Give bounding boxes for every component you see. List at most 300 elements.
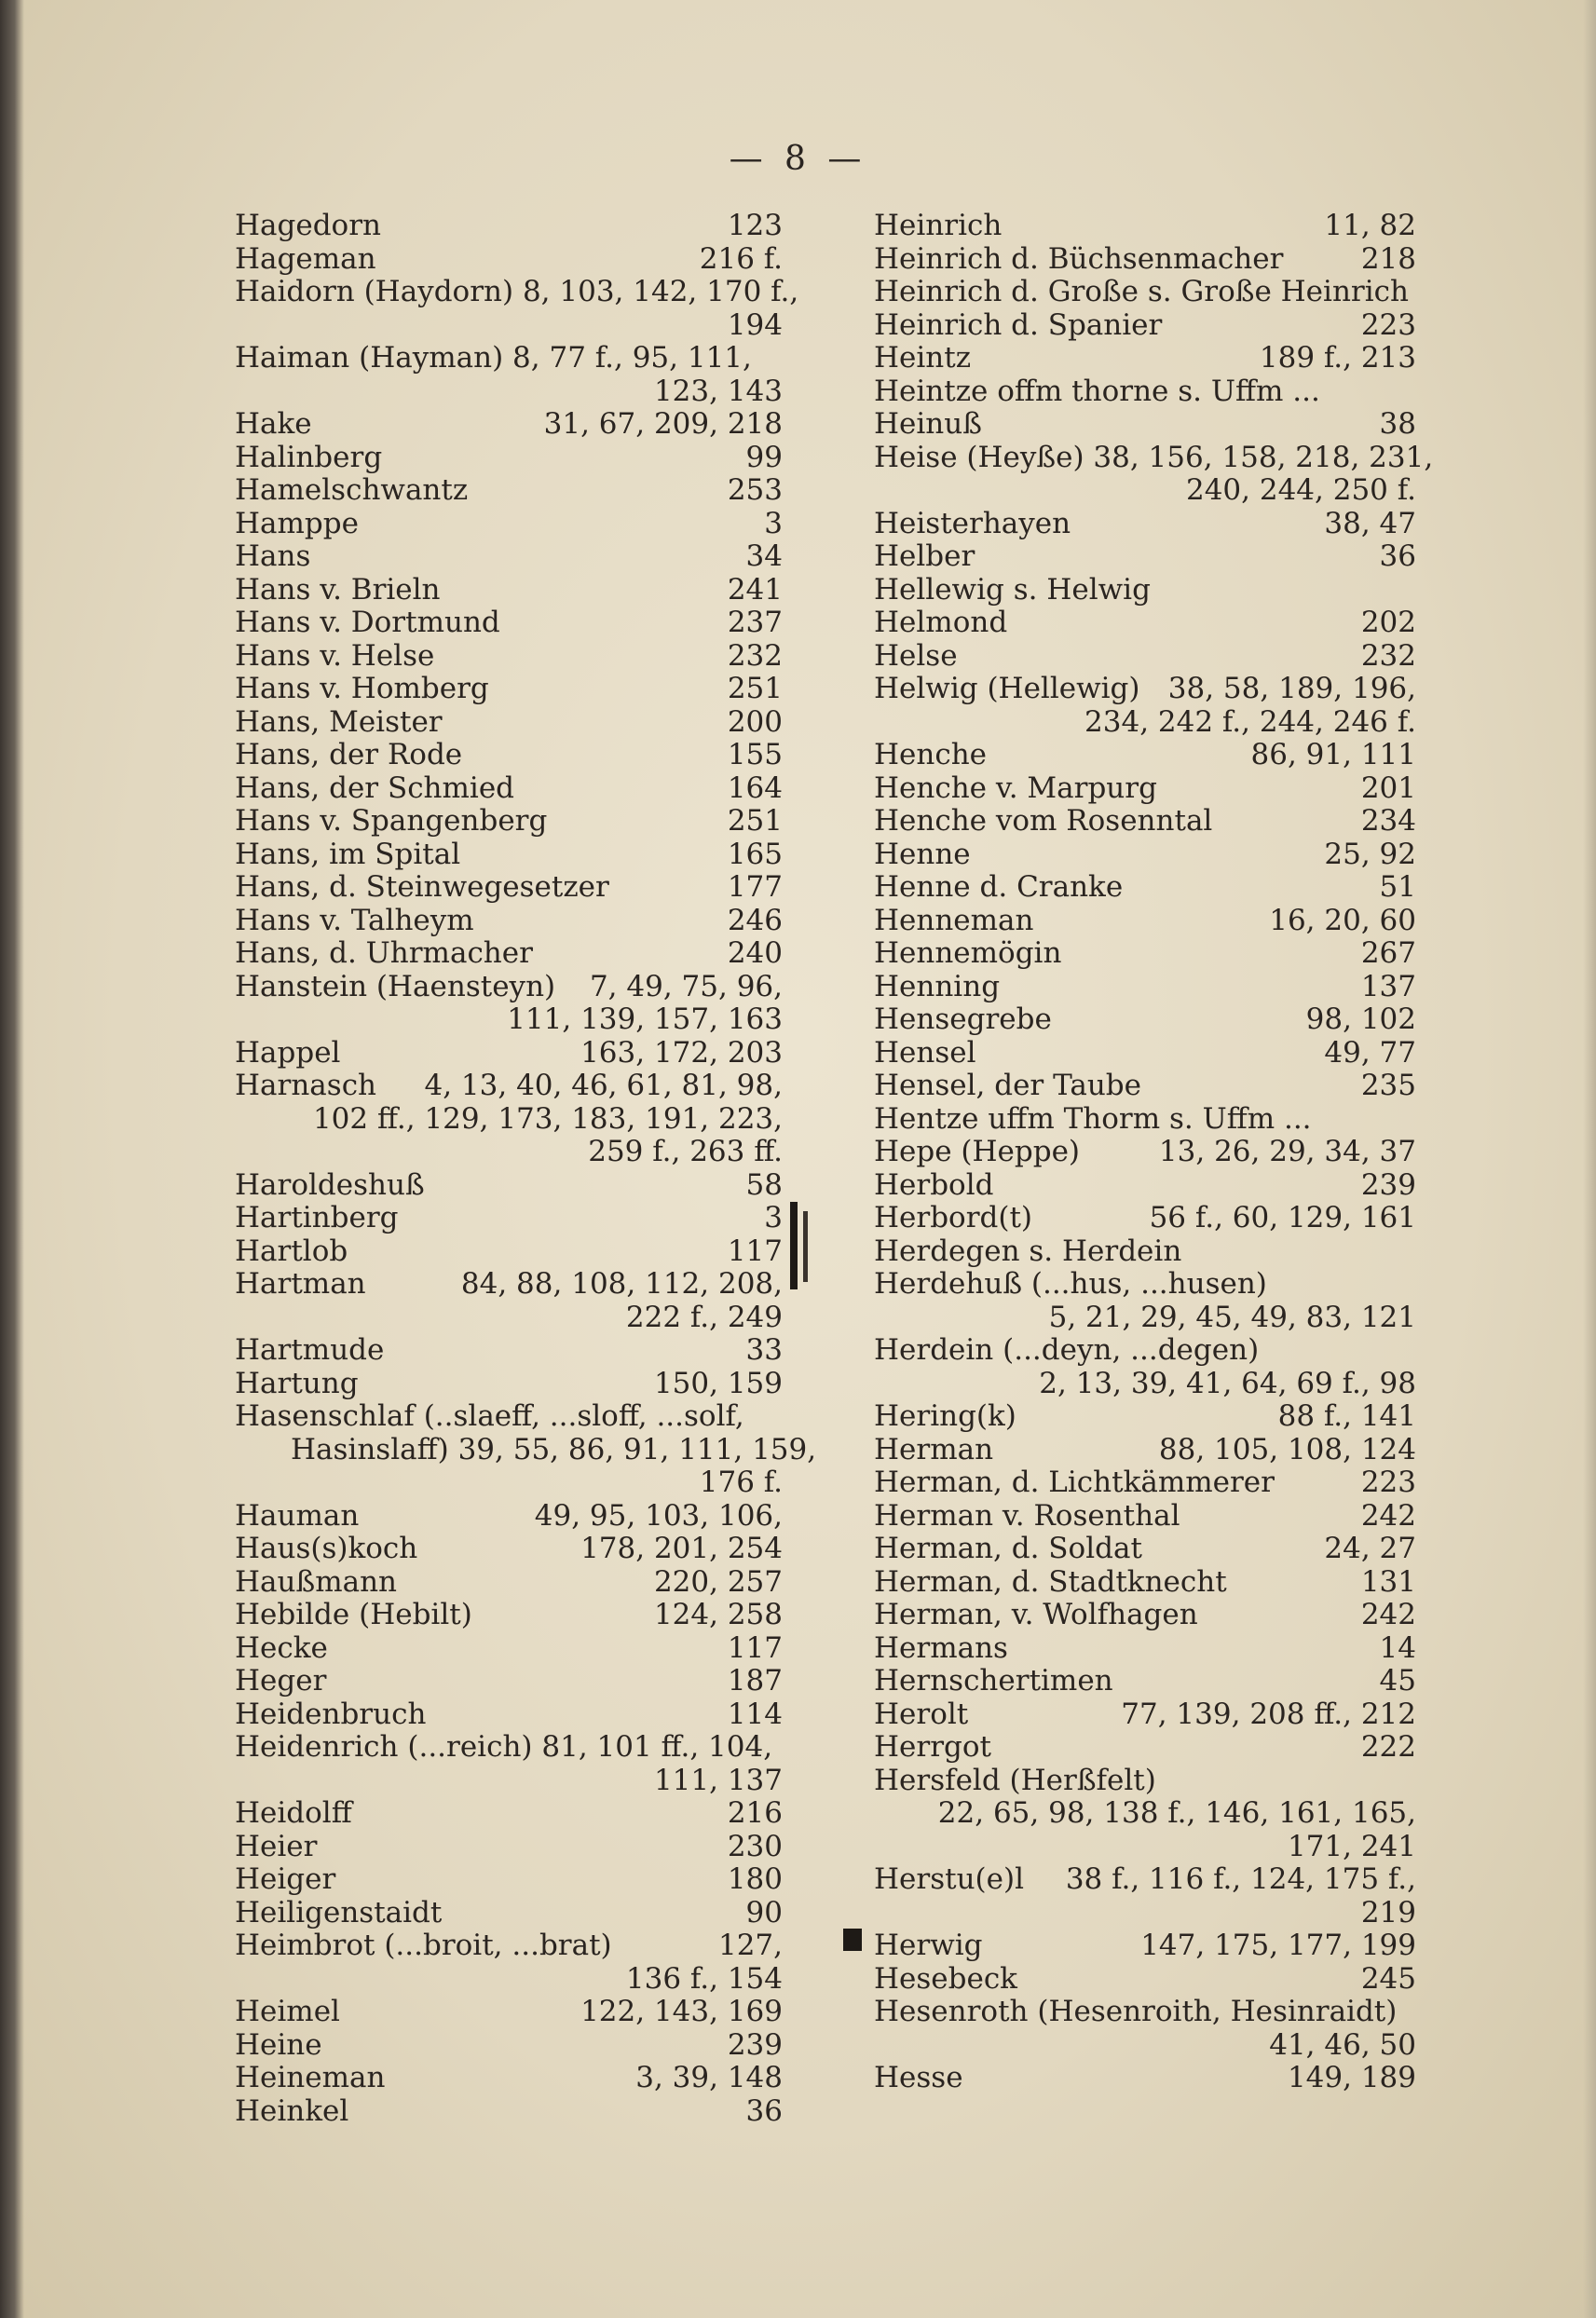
index-entry: [235, 275, 799, 342]
entry-pages: 200: [727, 704, 783, 739]
entry-term: Heger: [235, 1664, 327, 1698]
entry-pages: 202: [1360, 606, 1416, 639]
index-entry: [235, 243, 783, 277]
entry-term: Henne: [874, 837, 971, 871]
entry-term: Heier: [235, 1829, 318, 1863]
entry-term: Herman, d. Soldat: [874, 1532, 1142, 1565]
entry-pages: 251: [727, 672, 783, 705]
entry-term: Hartmude: [235, 1333, 385, 1367]
entry-pages: 117: [727, 1630, 783, 1665]
index-entry: [235, 871, 783, 905]
index-entry: [235, 1831, 783, 1864]
entry-term: Heiligenstaidt: [235, 1895, 443, 1929]
index-entry: [235, 971, 783, 1037]
entry-pages: 147, 175, 177, 199: [1140, 1929, 1416, 1962]
index-entry: [874, 805, 1416, 839]
entry-continuation: 222 f., 249: [625, 1300, 783, 1334]
entry-term: Herdehuß (...hus, ...husen): [874, 1267, 1267, 1301]
entry-term: Hans, der Schmied: [235, 770, 515, 805]
index-entry: [874, 1003, 1416, 1037]
entry-pages: 88 f., 141: [1277, 1399, 1416, 1433]
entry-pages: 49, 95, 103, 106,: [534, 1498, 783, 1533]
entry-term: Henche v. Marpurg: [874, 770, 1157, 805]
entry-term: Herdegen s. Herdein: [874, 1234, 1182, 1268]
index-entry: [874, 1533, 1416, 1566]
entry-term: Herman, d. Lichtkämmerer: [874, 1466, 1275, 1499]
entry-term: Herwig: [874, 1929, 983, 1962]
entry-pages: 14: [1379, 1630, 1416, 1665]
index-entry: [235, 540, 783, 574]
index-entry: [235, 1929, 783, 1996]
entry-term: Hebilde (Hebilt): [235, 1598, 472, 1631]
index-entry: [235, 1368, 783, 1401]
index-entry: [235, 442, 783, 475]
index-entry: [874, 1400, 1416, 1434]
entry-term: Heine: [235, 2027, 322, 2062]
entry-term: Heinrich: [874, 209, 1003, 242]
index-entry: [874, 375, 1416, 409]
entry-term: Hans v. Talheym: [235, 903, 474, 937]
entry-pages: 122, 143, 169: [580, 1995, 783, 2028]
entry-pages: 216 f.: [699, 241, 783, 276]
entry-term: Henne d. Cranke: [874, 870, 1124, 904]
index-entry: [235, 1566, 783, 1600]
entry-pages: 34: [745, 539, 783, 573]
entry-pages: 137: [1360, 969, 1416, 1003]
index-entry: [235, 1500, 783, 1534]
index-entry: [235, 1235, 783, 1269]
entry-term: Herdein (...deyn, ...degen): [874, 1333, 1260, 1367]
page-edge: [1583, 0, 1596, 2318]
entry-term: Hans, der Rode: [235, 738, 463, 771]
entry-pages: 98, 102: [1305, 1002, 1416, 1036]
index-entry: [874, 772, 1416, 806]
entry-term: Hartman: [235, 1267, 366, 1301]
index-entry: [235, 607, 783, 640]
entry-term: Heinrich d. Spanier: [874, 307, 1163, 342]
entry-pages: 31, 67, 209, 218: [543, 407, 783, 441]
entry-pages: 251: [727, 804, 783, 838]
index-entry: [874, 1665, 1416, 1698]
entry-term: Heintze offm thorne s. Uffm ...: [874, 374, 1320, 408]
index-entry: [874, 2062, 1416, 2095]
entry-term: Helber: [874, 539, 975, 573]
entry-pages: 11, 82: [1324, 209, 1416, 242]
index-entry: [874, 1070, 1416, 1103]
index-entry: [235, 739, 783, 772]
index-entry: [874, 1434, 1416, 1467]
entry-term: Haiman (Hayman) 8, 77 f., 95, 111,: [235, 341, 752, 375]
entry-term: Henche: [874, 738, 988, 771]
entry-term: Herbord(t): [874, 1201, 1033, 1234]
entry-term: Henning: [874, 969, 1001, 1003]
entry-term: Hamppe: [235, 506, 359, 540]
entry-continuation: 171, 241: [1287, 1829, 1416, 1863]
index-entry: [874, 937, 1416, 971]
index-entry: [235, 1070, 783, 1169]
entry-term: Herstu(e)l: [874, 1862, 1024, 1896]
entry-pages: 223: [1360, 307, 1416, 342]
entry-term: Hensel: [874, 1035, 976, 1070]
entry-term: Hamelschwantz: [235, 473, 469, 507]
index-entry: [874, 342, 1416, 375]
entry-pages: 178, 201, 254: [580, 1532, 783, 1565]
entry-continuation: 194: [727, 307, 783, 342]
entry-pages: 245: [1360, 1961, 1416, 1996]
entry-pages: 218: [1360, 241, 1416, 276]
index-entry: [235, 1897, 783, 1930]
entry-pages: 3: [764, 506, 783, 540]
entry-continuation: 123, 143: [653, 374, 783, 408]
entry-continuation: 176 f.: [699, 1466, 783, 1499]
entry-pages: 77, 139, 208 ff., 212: [1121, 1697, 1416, 1731]
entry-pages: 253: [727, 473, 783, 507]
entry-term: Haus(s)koch: [235, 1532, 418, 1565]
index-entry: [874, 1037, 1416, 1070]
entry-continuation: Hasinslaff) 39, 55, 86, 91, 111, 159,: [291, 1432, 817, 1466]
entry-term: Hans, d. Steinwegesetzer: [235, 870, 609, 904]
entry-pages: 99: [745, 440, 783, 474]
index-entry: [874, 276, 1416, 309]
entry-pages: 33: [745, 1333, 783, 1367]
entry-term: Henche vom Rosenntal: [874, 804, 1213, 838]
entry-term: Heinrich d. Große s. Große Heinrich: [874, 275, 1409, 308]
entry-pages: 201: [1360, 770, 1416, 805]
entry-continuation: 22, 65, 98, 138 f., 146, 161, 165,: [937, 1796, 1416, 1830]
entry-continuation: 259 f., 263 ff.: [588, 1135, 783, 1168]
entry-pages: 242: [1360, 1598, 1416, 1631]
entry-term: Hans: [235, 539, 311, 573]
index-entry: [874, 1765, 1416, 1864]
entry-pages: 219: [1360, 1895, 1416, 1929]
entry-pages: 58: [745, 1167, 783, 1202]
entry-term: Hans v. Brieln: [235, 572, 441, 607]
entry-pages: 267: [1360, 936, 1416, 970]
index-entry: [235, 839, 783, 872]
entry-term: Hersfeld (Herßfelt): [874, 1763, 1156, 1797]
entry-term: Hans v. Dortmund: [235, 606, 500, 639]
index-entry: [874, 408, 1416, 442]
entry-pages: 232: [1360, 638, 1416, 673]
entry-pages: 38, 47: [1324, 506, 1416, 540]
entry-term: Heinrich d. Büchsenmacher: [874, 241, 1284, 276]
index-entry: [874, 1235, 1416, 1269]
index-entry: [235, 408, 783, 442]
entry-term: Hentze uffm Thorm s. Uffm ...: [874, 1101, 1312, 1136]
entry-pages: 124, 258: [653, 1598, 783, 1631]
ink-mark: [790, 1202, 798, 1289]
entry-continuation: 41, 46, 50: [1269, 2027, 1416, 2062]
entry-term: Hauman: [235, 1498, 360, 1533]
index-entry: [874, 1136, 1416, 1169]
entry-term: Hartung: [235, 1366, 359, 1400]
entry-term: Happel: [235, 1035, 341, 1070]
entry-term: Herolt: [874, 1697, 969, 1731]
entry-term: Heise (Heyße) 38, 156, 158, 218, 231,: [874, 440, 1434, 474]
index-entry: [235, 640, 783, 674]
entry-pages: 240: [727, 936, 783, 970]
entry-term: Herrgot: [874, 1730, 991, 1764]
entry-pages: 38 f., 116 f., 124, 175 f.,: [1065, 1862, 1416, 1896]
entry-term: Hans v. Homberg: [235, 672, 489, 705]
entry-pages: 177: [727, 870, 783, 904]
entry-term: Hans, im Spital: [235, 837, 461, 871]
index-entry: [235, 342, 783, 408]
entry-term: Henneman: [874, 903, 1034, 937]
entry-term: Helwig (Hellewig): [874, 672, 1140, 705]
entry-term: Hans v. Spangenberg: [235, 804, 548, 838]
entry-term: Hageman: [235, 241, 376, 276]
index-entry: [235, 706, 783, 740]
entry-pages: 16, 20, 60: [1269, 903, 1416, 937]
index-entry: [874, 739, 1416, 772]
index-column-left: [235, 209, 817, 2128]
entry-term: Heinuß: [874, 407, 982, 441]
entry-pages: 38, 58, 189, 196,: [1167, 672, 1416, 705]
entry-pages: 189 f., 213: [1259, 341, 1416, 375]
index-entry: [874, 1103, 1416, 1137]
entry-pages: 237: [727, 606, 783, 639]
entry-pages: 24, 27: [1324, 1532, 1416, 1565]
entry-term: Heinkel: [235, 2093, 349, 2128]
entry-pages: 88, 105, 108, 124: [1158, 1432, 1416, 1466]
entry-term: Hesenroth (Hesenroith, Hesinraidt): [874, 1995, 1398, 2028]
page-number: — 8 —: [729, 140, 867, 178]
entry-term: Hering(k): [874, 1399, 1016, 1433]
entry-pages: 36: [1379, 539, 1416, 573]
entry-pages: 84, 88, 108, 112, 208,: [460, 1267, 783, 1301]
entry-term: Heintz: [874, 341, 972, 375]
entry-term: Heidolff: [235, 1796, 352, 1830]
index-entry: [235, 1665, 783, 1698]
entry-pages: 223: [1360, 1466, 1416, 1499]
entry-pages: 7, 49, 75, 96,: [589, 969, 783, 1003]
index-entry: [874, 1632, 1416, 1666]
entry-pages: 187: [727, 1664, 783, 1698]
entry-pages: 90: [745, 1895, 783, 1929]
entry-pages: 123: [727, 209, 783, 242]
entry-pages: 234: [1360, 804, 1416, 838]
index-entry: [874, 839, 1416, 872]
index-entry: [235, 508, 783, 541]
entry-term: Hesebeck: [874, 1961, 1017, 1996]
index-entry: [874, 1599, 1416, 1632]
entry-term: Hernschertimen: [874, 1664, 1113, 1698]
index-entry: [235, 1698, 783, 1732]
index-entry: [874, 1566, 1416, 1600]
index-entry: [235, 210, 783, 243]
index-entry: [874, 1897, 1416, 1930]
entry-pages: 242: [1360, 1498, 1416, 1533]
entry-pages: 246: [727, 903, 783, 937]
index-entry: [235, 1399, 817, 1500]
entry-pages: 239: [1360, 1167, 1416, 1202]
entry-pages: 127,: [717, 1929, 783, 1962]
entry-pages: 56 f., 60, 129, 161: [1149, 1201, 1416, 1234]
index-entry: [874, 1863, 1416, 1897]
binding-edge: [0, 0, 24, 2318]
entry-term: Helmond: [874, 606, 1008, 639]
index-entry: [874, 1169, 1416, 1203]
index-entry: [874, 210, 1416, 243]
entry-continuation: 234, 242 f., 244, 246 f.: [1084, 704, 1416, 739]
index-entry: [874, 607, 1416, 640]
entry-pages: 232: [727, 638, 783, 673]
index-entry: [874, 243, 1416, 277]
entry-continuation: 136 f., 154: [625, 1961, 783, 1996]
entry-pages: 230: [727, 1829, 783, 1863]
entry-pages: 155: [727, 738, 783, 771]
entry-term: Haroldeshuß: [235, 1167, 425, 1202]
index-entry: [235, 905, 783, 938]
entry-pages: 163, 172, 203: [580, 1035, 783, 1070]
entry-pages: 150, 159: [653, 1366, 783, 1400]
index-entry: [874, 1698, 1416, 1732]
entry-pages: 117: [727, 1234, 783, 1268]
index-entry: [874, 1996, 1416, 2062]
index-entry: [874, 1929, 1416, 1963]
entry-term: Hermans: [874, 1630, 1008, 1665]
entry-continuation: 111, 137: [653, 1763, 783, 1797]
entry-term: Hasenschlaf (..slaeff, ...sloff, ...solf,: [235, 1399, 744, 1433]
index-entry: [874, 508, 1416, 541]
entry-pages: 131: [1360, 1564, 1416, 1599]
entry-term: Hake: [235, 407, 312, 441]
index-entry: [235, 2095, 783, 2129]
index-entry: [874, 871, 1416, 905]
index-entry: [874, 1268, 1416, 1334]
index-entry: [235, 1599, 783, 1632]
entry-term: Haußmann: [235, 1564, 397, 1599]
entry-term: Herbold: [874, 1167, 994, 1202]
index-entry: [235, 772, 783, 806]
index-entry: [874, 309, 1416, 343]
index-entry: [874, 1466, 1416, 1500]
entry-pages: 165: [727, 837, 783, 871]
entry-pages: 216: [727, 1796, 783, 1830]
entry-term: Hensel, der Taube: [874, 1069, 1141, 1102]
index-entry: [874, 1334, 1416, 1400]
index-entry: [235, 1268, 783, 1334]
entry-pages: 3: [764, 1201, 783, 1234]
entry-pages: 164: [727, 770, 783, 805]
entry-term: Heisterhayen: [874, 506, 1071, 540]
entry-pages: 25, 92: [1324, 837, 1416, 871]
entry-term: Hellewig s. Helwig: [874, 572, 1151, 607]
entry-pages: 114: [727, 1697, 783, 1731]
entry-term: Heineman: [235, 2061, 386, 2094]
index-entry: [874, 1500, 1416, 1534]
entry-term: Heimel: [235, 1995, 340, 2028]
index-entry: [874, 640, 1416, 674]
index-entry: [235, 1996, 783, 2029]
entry-term: Hanstein (Haensteyn): [235, 969, 556, 1003]
index-entry: [874, 905, 1416, 938]
entry-term: Hepe (Heppe): [874, 1135, 1081, 1168]
ink-mark: [803, 1211, 808, 1282]
entry-pages: 38: [1379, 407, 1416, 441]
entry-term: Herman: [874, 1432, 994, 1466]
entry-pages: 241: [727, 572, 783, 607]
entry-term: Hensegrebe: [874, 1002, 1052, 1036]
entry-pages: 235: [1360, 1069, 1416, 1102]
index-entry: [235, 2029, 783, 2063]
index-entry: [235, 1334, 783, 1368]
index-entry: [235, 2062, 783, 2095]
entry-pages: 3, 39, 148: [635, 2061, 783, 2094]
index-entry: [235, 805, 783, 839]
entry-term: Herman v. Rosenthal: [874, 1498, 1180, 1533]
index-entry: [235, 673, 783, 706]
entry-term: Herman, d. Stadtknecht: [874, 1564, 1227, 1599]
entry-continuation: 240, 244, 250 f.: [1185, 473, 1416, 507]
index-entry: [235, 937, 783, 971]
entry-term: Halinberg: [235, 440, 383, 474]
index-entry: [874, 1963, 1416, 1997]
entry-pages: 51: [1379, 870, 1416, 904]
entry-continuation: 102 ff., 129, 173, 183, 191, 223,: [312, 1101, 783, 1136]
entry-continuation: 111, 139, 157, 163: [507, 1002, 783, 1036]
index-entry: [235, 1202, 783, 1235]
entry-continuation: 2, 13, 39, 41, 64, 69 f., 98: [1039, 1366, 1416, 1400]
index-entry: [874, 540, 1416, 574]
entry-term: Helse: [874, 638, 958, 673]
entry-term: Haidorn (Haydorn) 8, 103, 142, 170 f.,: [235, 275, 799, 308]
entry-term: Hennemögin: [874, 936, 1062, 970]
entry-term: Hesse: [874, 2061, 963, 2094]
index-entry: [874, 673, 1416, 739]
entry-pages: 86, 91, 111: [1250, 738, 1416, 771]
entry-term: Heimbrot (...broit, ...brat): [235, 1929, 612, 1962]
entry-term: Heidenrich (...reich) 81, 101 ff., 104,: [235, 1730, 773, 1764]
entry-pages: 220, 257: [653, 1564, 783, 1599]
entry-pages: 13, 26, 29, 34, 37: [1158, 1135, 1416, 1168]
index-entry: [235, 1037, 783, 1070]
entry-pages: 180: [727, 1862, 783, 1896]
index-column-right: [874, 209, 1434, 2095]
index-entry: [235, 1797, 783, 1831]
index-entry: [874, 1731, 1416, 1765]
entry-term: Heiger: [235, 1862, 336, 1896]
index-entry: [874, 971, 1416, 1004]
entry-pages: 239: [727, 2027, 783, 2062]
entry-pages: 149, 189: [1287, 2061, 1416, 2094]
index-entry: [874, 440, 1434, 508]
index-entry: [235, 1533, 783, 1566]
index-entry: [235, 1731, 783, 1797]
entry-continuation: 5, 21, 29, 45, 49, 83, 121: [1048, 1300, 1416, 1334]
index-entry: [235, 1863, 783, 1897]
index-entry: [235, 1169, 783, 1203]
entry-term: Harnasch: [235, 1069, 377, 1102]
entry-term: Heidenbruch: [235, 1697, 427, 1731]
index-entry: [235, 574, 783, 607]
entry-pages: 36: [745, 2093, 783, 2128]
entry-pages: 4, 13, 40, 46, 61, 81, 98,: [424, 1069, 783, 1102]
entry-term: Hans, Meister: [235, 704, 443, 739]
entry-pages: 45: [1379, 1664, 1416, 1698]
entry-term: Hecke: [235, 1630, 328, 1665]
index-entry: [874, 574, 1416, 607]
entry-term: Herman, v. Wolfhagen: [874, 1598, 1198, 1631]
entry-term: Hans v. Helse: [235, 638, 435, 673]
index-entry: [874, 1202, 1416, 1235]
index-entry: [235, 1632, 783, 1666]
entry-term: Hagedorn: [235, 209, 381, 242]
ink-blot: [843, 1929, 862, 1951]
entry-pages: 222: [1360, 1730, 1416, 1764]
entry-term: Hartlob: [235, 1234, 348, 1268]
